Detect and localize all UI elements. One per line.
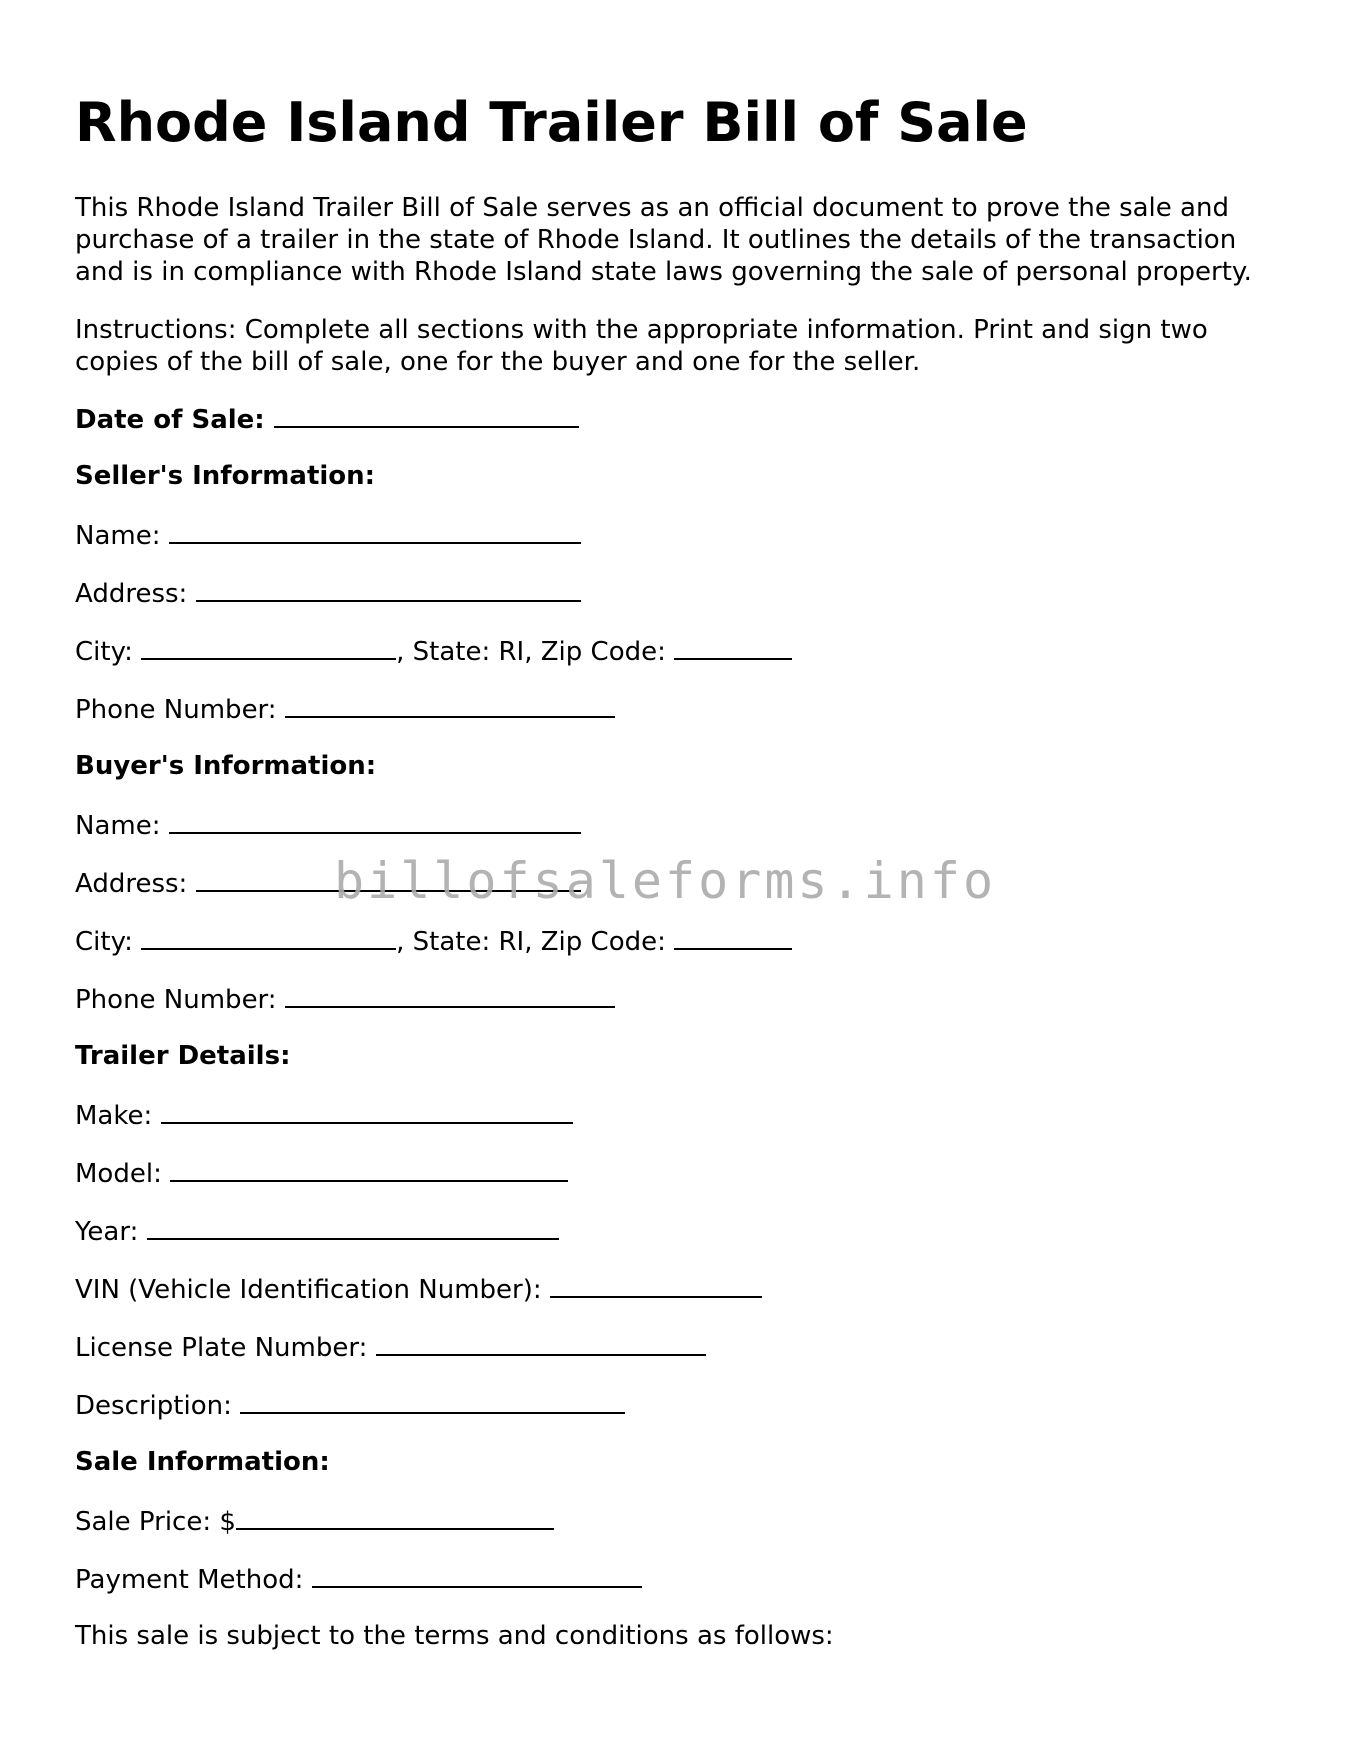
buyer-phone-label: Phone Number: bbox=[75, 985, 277, 1015]
trailer-plate-field[interactable] bbox=[376, 1330, 706, 1356]
payment-method-row bbox=[75, 1562, 642, 1596]
seller-city-row bbox=[75, 634, 792, 668]
buyer-name-label: Name: bbox=[75, 811, 161, 841]
seller-city-label: City: bbox=[75, 637, 133, 667]
instructions-paragraph: Instructions: Complete all sections with the appropriate information. Print and sign two copies of the bill of sale, one for the buyer and one for the seller. bbox=[75, 315, 1208, 377]
buyer-phone-field[interactable] bbox=[285, 982, 615, 1008]
date-of-sale-label: Date of Sale: bbox=[75, 405, 265, 435]
trailer-make-label: Make: bbox=[75, 1101, 153, 1131]
sale-heading: Sale Information: bbox=[75, 1447, 330, 1477]
trailer-make-field[interactable] bbox=[161, 1098, 573, 1124]
seller-phone-field[interactable] bbox=[285, 692, 615, 718]
seller-state-zip-label: , State: RI, Zip Code: bbox=[396, 637, 666, 667]
trailer-vin-field[interactable] bbox=[550, 1272, 762, 1298]
trailer-description-label: Description: bbox=[75, 1391, 232, 1421]
seller-heading: Seller's Information: bbox=[75, 461, 376, 491]
payment-method-field[interactable] bbox=[312, 1562, 642, 1588]
date-of-sale-row bbox=[75, 402, 579, 436]
seller-address-field[interactable] bbox=[196, 576, 581, 602]
trailer-vin-row bbox=[75, 1272, 762, 1306]
trailer-year-label: Year: bbox=[75, 1217, 139, 1247]
sale-price-field[interactable] bbox=[236, 1504, 554, 1530]
date-of-sale-field[interactable] bbox=[274, 402, 579, 428]
trailer-plate-label: License Plate Number: bbox=[75, 1333, 368, 1363]
buyer-city-field[interactable] bbox=[141, 924, 396, 950]
buyer-name-field[interactable] bbox=[169, 808, 581, 834]
document-title: Rhode Island Trailer Bill of Sale bbox=[75, 91, 1028, 154]
trailer-description-row bbox=[75, 1388, 625, 1422]
seller-name-row bbox=[75, 518, 581, 552]
seller-phone-label: Phone Number: bbox=[75, 695, 277, 725]
seller-address-row bbox=[75, 576, 581, 610]
sale-price-label: Sale Price: $ bbox=[75, 1507, 236, 1537]
seller-name-field[interactable] bbox=[169, 518, 581, 544]
buyer-state-zip-label: , State: RI, Zip Code: bbox=[396, 927, 666, 957]
seller-name-label: Name: bbox=[75, 521, 161, 551]
buyer-zip-field[interactable] bbox=[674, 924, 792, 950]
trailer-model-label: Model: bbox=[75, 1159, 162, 1189]
seller-address-label: Address: bbox=[75, 579, 188, 609]
trailer-make-row bbox=[75, 1098, 573, 1132]
buyer-city-row bbox=[75, 924, 792, 958]
seller-city-field[interactable] bbox=[141, 634, 396, 660]
buyer-city-label: City: bbox=[75, 927, 133, 957]
buyer-name-row bbox=[75, 808, 581, 842]
trailer-year-row bbox=[75, 1214, 559, 1248]
trailer-plate-row bbox=[75, 1330, 706, 1364]
payment-method-label: Payment Method: bbox=[75, 1565, 304, 1595]
trailer-year-field[interactable] bbox=[147, 1214, 559, 1240]
sale-price-row bbox=[75, 1504, 554, 1538]
trailer-description-field[interactable] bbox=[240, 1388, 625, 1414]
seller-phone-row bbox=[75, 692, 615, 726]
seller-zip-field[interactable] bbox=[674, 634, 792, 660]
intro-paragraph: This Rhode Island Trailer Bill of Sale serves as an official document to prove the sale and purchase of a trailer in the state of Rhode Island. It outlines the details of the transaction and is in compliance with Rhode Island state laws governing the sale of personal property. bbox=[75, 193, 1252, 287]
watermark-text: billofsaleforms.info bbox=[334, 852, 997, 910]
buyer-heading: Buyer's Information: bbox=[75, 751, 377, 781]
terms-text: This sale is subject to the terms and conditions as follows: bbox=[75, 1621, 834, 1651]
buyer-address-label: Address: bbox=[75, 869, 188, 899]
buyer-phone-row bbox=[75, 982, 615, 1016]
trailer-heading: Trailer Details: bbox=[75, 1041, 291, 1071]
trailer-model-row bbox=[75, 1156, 568, 1190]
trailer-model-field[interactable] bbox=[170, 1156, 568, 1182]
trailer-vin-label: VIN (Vehicle Identification Number): bbox=[75, 1275, 542, 1305]
